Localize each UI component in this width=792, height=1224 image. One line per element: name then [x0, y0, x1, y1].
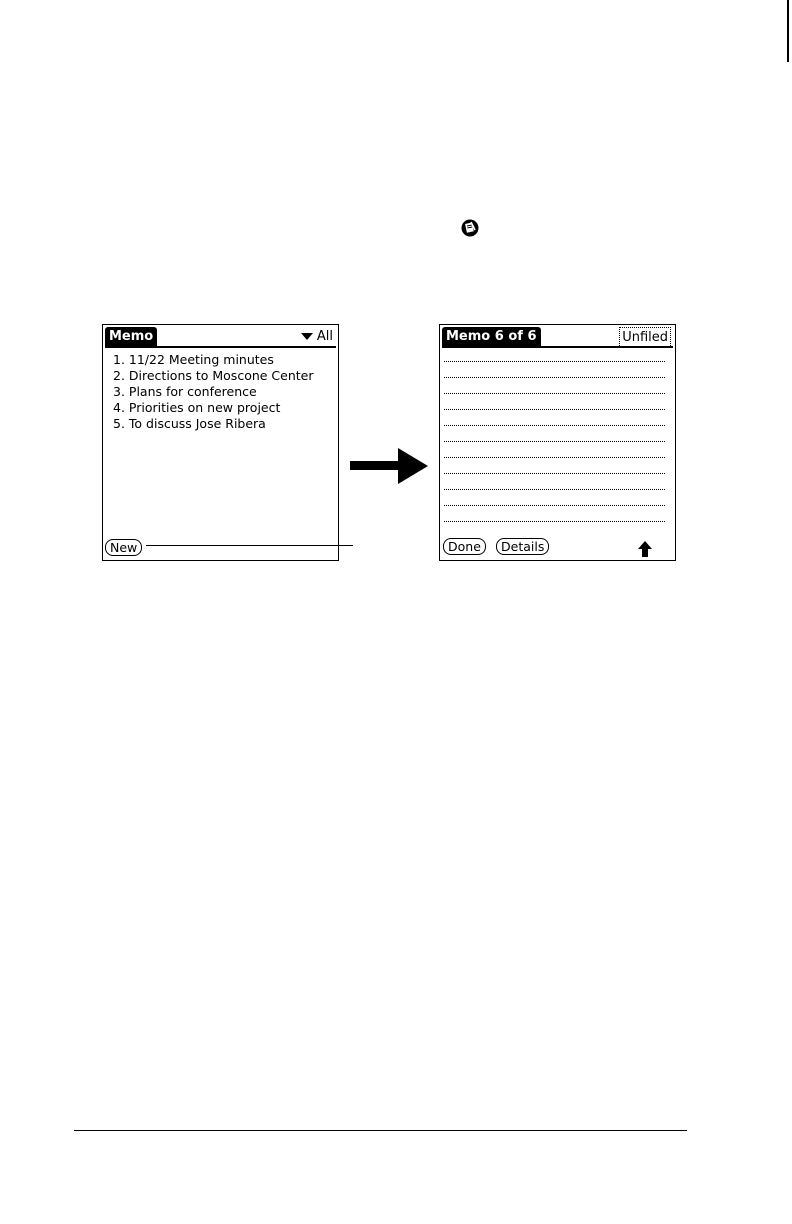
- scroll-up-arrow-icon[interactable]: [638, 541, 652, 557]
- memo-edit-title-bar: [442, 327, 673, 348]
- list-item[interactable]: 2. Directions to Moscone Center: [113, 368, 314, 383]
- done-button[interactable]: Done: [443, 538, 486, 555]
- page-corner-rule: [787, 0, 789, 62]
- memo-text-area[interactable]: [444, 361, 665, 537]
- note-line: [444, 473, 665, 474]
- memo-list: [113, 352, 334, 432]
- note-line: [444, 377, 665, 378]
- list-item[interactable]: 5. To discuss Jose Ribera: [113, 416, 266, 431]
- note-line: [444, 409, 665, 410]
- right-arrow-icon: [350, 448, 428, 484]
- note-line: [444, 505, 665, 506]
- list-item[interactable]: 1. 11/22 Meeting minutes: [113, 352, 274, 367]
- footer-rule: [74, 1130, 687, 1131]
- memo-list-screen: [102, 324, 339, 561]
- note-line: [444, 361, 665, 362]
- list-item[interactable]: 4. Priorities on new project: [113, 400, 281, 415]
- memo-edit-title: Memo 6 of 6: [442, 327, 541, 346]
- memo-list-title-bar: [105, 327, 336, 348]
- category-picker[interactable]: [301, 327, 333, 346]
- callout-line: [146, 545, 353, 546]
- list-item[interactable]: 3. Plans for conference: [113, 384, 257, 399]
- note-line: [444, 393, 665, 394]
- note-line: [444, 425, 665, 426]
- category-picker-unfiled[interactable]: Unfiled: [619, 327, 671, 346]
- memo-app-icon: [461, 219, 479, 237]
- note-line: [444, 457, 665, 458]
- details-button[interactable]: Details: [496, 538, 549, 555]
- category-picker-label: All: [316, 329, 333, 344]
- note-line: [444, 489, 665, 490]
- dropdown-triangle-icon: [301, 333, 313, 340]
- note-line: [444, 441, 665, 442]
- memo-edit-screen: [439, 324, 676, 561]
- new-button[interactable]: New: [105, 539, 142, 556]
- memo-list-title: Memo: [105, 327, 157, 346]
- note-line: [444, 521, 665, 522]
